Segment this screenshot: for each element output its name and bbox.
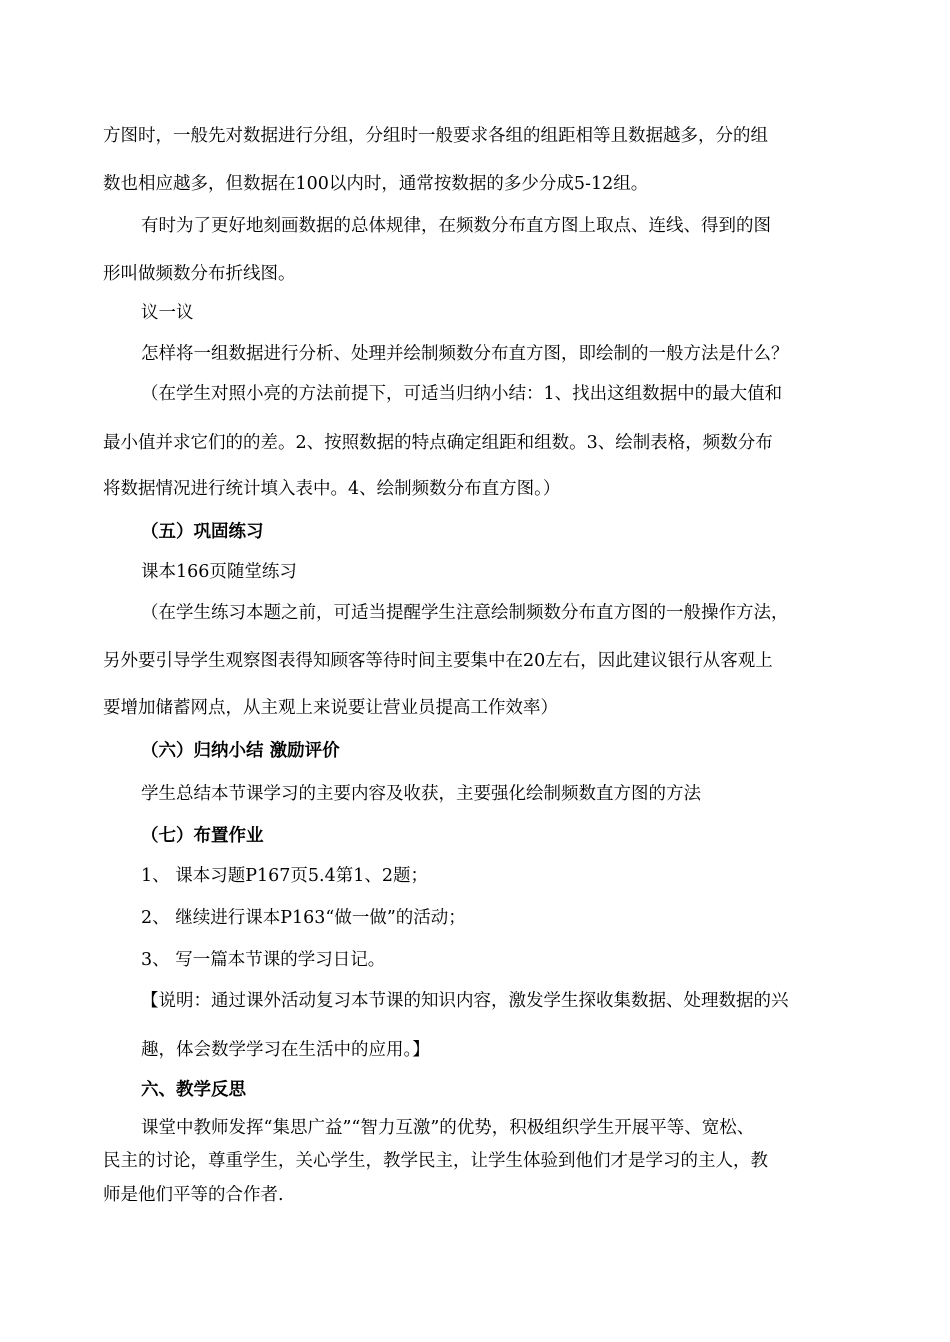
paragraph-line: 学生总结本节课学习的主要内容及收获，主要强化绘制频数直方图的方法 xyxy=(141,784,701,804)
homework-item: 1、 课本习题P167页5.4第1、2题； xyxy=(141,866,428,886)
paragraph-line: 要增加储蓄网点，从主观上来说要让营业员提高工作效率） xyxy=(103,698,558,718)
homework-item: 3、 写一篇本节课的学习日记。 xyxy=(141,950,386,970)
note-line: 【说明：通过课外活动复习本节课的知识内容，激发学生探收集数据、处理数据的兴 xyxy=(141,991,789,1011)
note-line: 趣，体会数学学习在生活中的应用。】 xyxy=(141,1040,430,1060)
paragraph-line: 最小值并求它们的的差。2、按照数据的特点确定组距和组数。3、绘制表格，频数分布 xyxy=(103,433,773,453)
paragraph-line: 另外要引导学生观察图表得知顾客等待时间主要集中在20左右，因此建议银行从客观上 xyxy=(103,651,773,671)
paragraph-line: 怎样将一组数据进行分析、处理并绘制频数分布直方图，即绘制的一般方法是什么？ xyxy=(141,344,789,364)
paragraph-line: （在学生对照小亮的方法前提下，可适当归纳小结：1、找出这组数据中的最大值和 xyxy=(141,384,783,404)
paragraph-line: 课本166页随堂练习 xyxy=(141,562,297,582)
section-label-discuss: 议一议 xyxy=(141,303,194,323)
section-heading-reflection: 六、教学反思 xyxy=(141,1080,246,1100)
paragraph-line: 数也相应越多，但数据在100以内时，通常按数据的多少分成5-12组。 xyxy=(103,174,649,194)
paragraph-line: 方图时，一般先对数据进行分组，分组时一般要求各组的组距相等且数据越多，分的组 xyxy=(103,126,768,146)
paragraph-line: 将数据情况进行统计填入表中。4、绘制频数分布直方图。） xyxy=(103,479,561,499)
paragraph-line: 课堂中教师发挥“集思广益”“智力互激”的优势，积极组织学生开展平等、宽松、 xyxy=(141,1118,755,1138)
section-heading-summary: （六）归纳小结 激励评价 xyxy=(141,741,340,761)
section-heading-homework: （七）布置作业 xyxy=(141,826,264,846)
paragraph-line: （在学生练习本题之前，可适当提醒学生注意绘制频数分布直方图的一般操作方法， xyxy=(141,603,789,623)
paragraph-line: 有时为了更好地刻画数据的总体规律，在频数分布直方图上取点、连线、得到的图 xyxy=(141,216,771,236)
paragraph-line: 师是他们平等的合作者. xyxy=(103,1185,284,1205)
paragraph-line: 形叫做频数分布折线图。 xyxy=(103,264,296,284)
homework-item: 2、 继续进行课本P163“做一做”的活动； xyxy=(141,908,466,928)
section-heading-practice: （五）巩固练习 xyxy=(141,522,264,542)
paragraph-line: 民主的讨论，尊重学生，关心学生，教学民主，让学生体验到他们才是学习的主人，教 xyxy=(103,1151,768,1171)
